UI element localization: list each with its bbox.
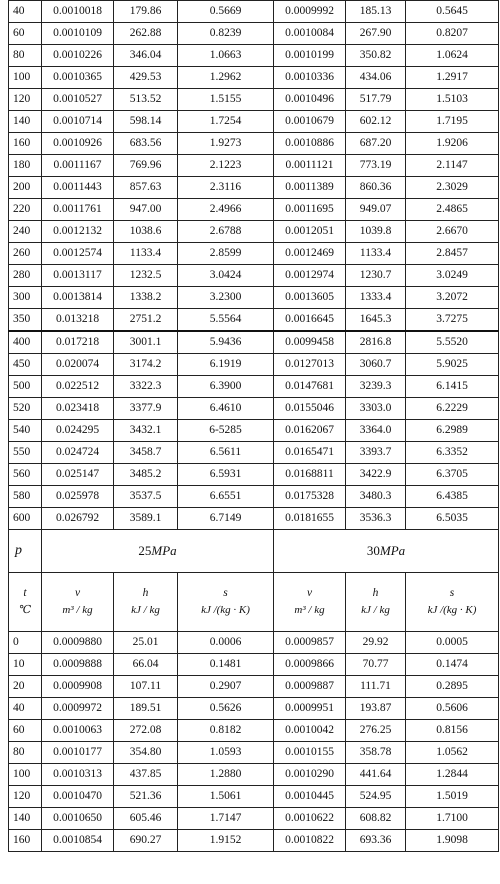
value-cell: 3303.0 (346, 398, 406, 420)
temperature-cell: 540 (9, 420, 42, 442)
value-cell: 0.1474 (406, 654, 499, 676)
value-cell: 0.023418 (42, 398, 114, 420)
temperature-cell: 260 (9, 243, 42, 265)
v-header-right: v m³ / kg (274, 573, 346, 632)
value-cell: 0.0010470 (42, 786, 114, 808)
value-cell: 0.0010650 (42, 808, 114, 830)
value-cell: 0.0009857 (274, 632, 346, 654)
value-cell: 0.0011695 (274, 199, 346, 221)
value-cell: 3422.9 (346, 464, 406, 486)
temperature-cell: 60 (9, 23, 42, 45)
value-cell: 1.7195 (406, 111, 499, 133)
value-cell: 0.0010445 (274, 786, 346, 808)
value-cell: 0.0010336 (274, 67, 346, 89)
value-cell: 0.0012469 (274, 243, 346, 265)
value-cell: 193.87 (346, 698, 406, 720)
value-cell: 0.8239 (178, 23, 274, 45)
table-row (9, 309, 499, 332)
value-cell: 0.0009908 (42, 676, 114, 698)
value-cell: 0.022512 (42, 376, 114, 398)
temperature-cell: 120 (9, 786, 42, 808)
value-cell: 3364.0 (346, 420, 406, 442)
value-cell: 3432.1 (114, 420, 178, 442)
value-cell: 0.0011389 (274, 177, 346, 199)
temperature-cell: 60 (9, 720, 42, 742)
table-row (9, 720, 499, 742)
temperature-cell: 140 (9, 808, 42, 830)
value-cell: 1.0562 (406, 742, 499, 764)
value-cell: 29.92 (346, 632, 406, 654)
table-row (9, 742, 499, 764)
value-cell: 2.6670 (406, 221, 499, 243)
value-cell: 0.026792 (42, 508, 114, 530)
value-cell: 0.0010365 (42, 67, 114, 89)
table-row (9, 45, 499, 67)
table-row (9, 654, 499, 676)
value-cell: 1038.6 (114, 221, 178, 243)
value-cell: 441.64 (346, 764, 406, 786)
v-header-left: v m³ / kg (42, 573, 114, 632)
temperature-cell: 200 (9, 177, 42, 199)
units-row (9, 573, 499, 632)
temperature-cell: 550 (9, 442, 42, 464)
value-cell: 0.8207 (406, 23, 499, 45)
value-cell: 3589.1 (114, 508, 178, 530)
value-cell: 0.0013814 (42, 287, 114, 309)
value-cell: 0.025147 (42, 464, 114, 486)
s-header-left: s kJ /(kg · K) (178, 573, 274, 632)
value-cell: 0.0009887 (274, 676, 346, 698)
value-cell: 0.0011443 (42, 177, 114, 199)
h-header-right: h kJ / kg (346, 573, 406, 632)
temperature-cell: 500 (9, 376, 42, 398)
value-cell: 2.1223 (178, 155, 274, 177)
table-row (9, 398, 499, 420)
value-cell: 3536.3 (346, 508, 406, 530)
s-header-right: s kJ /(kg · K) (406, 573, 499, 632)
table-row (9, 830, 499, 852)
temperature-cell: 560 (9, 464, 42, 486)
value-cell: 358.78 (346, 742, 406, 764)
value-cell: 70.77 (346, 654, 406, 676)
value-cell: 1.0624 (406, 45, 499, 67)
value-cell: 0.0010063 (42, 720, 114, 742)
value-cell: 3239.3 (346, 376, 406, 398)
value-cell: 3458.7 (114, 442, 178, 464)
value-cell: 0.0010109 (42, 23, 114, 45)
value-cell: 0.0012132 (42, 221, 114, 243)
table-row (9, 155, 499, 177)
value-cell: 0.5606 (406, 698, 499, 720)
value-cell: 2751.2 (114, 309, 178, 332)
value-cell: 598.14 (114, 111, 178, 133)
value-cell: 0.0010199 (274, 45, 346, 67)
steam-property-table (8, 0, 499, 852)
value-cell: 3174.2 (114, 354, 178, 376)
value-cell: 0.8182 (178, 720, 274, 742)
value-cell: 5.5520 (406, 331, 499, 354)
value-cell: 0.0009866 (274, 654, 346, 676)
value-cell: 0.0181655 (274, 508, 346, 530)
value-cell: 0.017218 (42, 331, 114, 354)
value-cell: 6.6551 (178, 486, 274, 508)
value-cell: 0.1481 (178, 654, 274, 676)
value-cell: 3.0424 (178, 265, 274, 287)
value-cell: 6.7149 (178, 508, 274, 530)
value-cell: 6.3705 (406, 464, 499, 486)
table-row (9, 764, 499, 786)
value-cell: 0.0011167 (42, 155, 114, 177)
value-cell: 6.1919 (178, 354, 274, 376)
value-cell: 0.0168811 (274, 464, 346, 486)
value-cell: 6.3352 (406, 442, 499, 464)
value-cell: 0.0127013 (274, 354, 346, 376)
value-cell: 0.0147681 (274, 376, 346, 398)
value-cell: 179.86 (114, 1, 178, 23)
table-row (9, 376, 499, 398)
value-cell: 0.0009888 (42, 654, 114, 676)
pressure-header (9, 530, 499, 632)
value-cell: 0.0010622 (274, 808, 346, 830)
table-row (9, 786, 499, 808)
temperature-cell: 20 (9, 676, 42, 698)
value-cell: 693.36 (346, 830, 406, 852)
value-cell: 0.2895 (406, 676, 499, 698)
value-cell: 6.2989 (406, 420, 499, 442)
temperature-cell: 80 (9, 45, 42, 67)
value-cell: 3485.2 (114, 464, 178, 486)
value-cell: 0.0009951 (274, 698, 346, 720)
value-cell: 437.85 (114, 764, 178, 786)
table-row (9, 177, 499, 199)
value-cell: 1.9152 (178, 830, 274, 852)
temperature-cell: 520 (9, 398, 42, 420)
value-cell: 434.06 (346, 67, 406, 89)
value-cell: 1039.8 (346, 221, 406, 243)
value-cell: 773.19 (346, 155, 406, 177)
value-cell: 2816.8 (346, 331, 406, 354)
value-cell: 0.0010177 (42, 742, 114, 764)
value-cell: 0.0155046 (274, 398, 346, 420)
temperature-cell: 280 (9, 265, 42, 287)
value-cell: 0.0011121 (274, 155, 346, 177)
table-row (9, 243, 499, 265)
temperature-cell: 40 (9, 698, 42, 720)
value-cell: 0.024295 (42, 420, 114, 442)
value-cell: 1.2880 (178, 764, 274, 786)
value-cell: 0.0013605 (274, 287, 346, 309)
value-cell: 0.0010926 (42, 133, 114, 155)
value-cell: 0.0010226 (42, 45, 114, 67)
value-cell: 6.4385 (406, 486, 499, 508)
value-cell: 0.0012974 (274, 265, 346, 287)
h-header-left: h kJ / kg (114, 573, 178, 632)
value-cell: 6.4610 (178, 398, 274, 420)
value-cell: 605.46 (114, 808, 178, 830)
value-cell: 0.0010527 (42, 89, 114, 111)
value-cell: 2.3029 (406, 177, 499, 199)
value-cell: 517.79 (346, 89, 406, 111)
temperature-cell: 120 (9, 89, 42, 111)
temperature-cell: 180 (9, 155, 42, 177)
value-cell: 6.5611 (178, 442, 274, 464)
table-row (9, 1, 499, 23)
value-cell: 0.5626 (178, 698, 274, 720)
pressure-right-label: 30MPa (274, 530, 499, 573)
temperature-cell: 160 (9, 830, 42, 852)
value-cell: 3.2072 (406, 287, 499, 309)
value-cell: 3322.3 (114, 376, 178, 398)
value-cell: 1333.4 (346, 287, 406, 309)
value-cell: 1.5019 (406, 786, 499, 808)
table-row (9, 632, 499, 654)
value-cell: 1.5155 (178, 89, 274, 111)
value-cell: 2.4865 (406, 199, 499, 221)
value-cell: 1.9273 (178, 133, 274, 155)
value-cell: 429.53 (114, 67, 178, 89)
value-cell: 2.3116 (178, 177, 274, 199)
value-cell: 1.7147 (178, 808, 274, 830)
table-row (9, 287, 499, 309)
table-row (9, 133, 499, 155)
value-cell: 0.5645 (406, 1, 499, 23)
value-cell: 0.0012051 (274, 221, 346, 243)
value-cell: 5.9025 (406, 354, 499, 376)
value-cell: 0.0165471 (274, 442, 346, 464)
value-cell: 0.0009972 (42, 698, 114, 720)
temperature-cell: 160 (9, 133, 42, 155)
value-cell: 1338.2 (114, 287, 178, 309)
table-row (9, 442, 499, 464)
temperature-cell: 300 (9, 287, 42, 309)
value-cell: 2.6788 (178, 221, 274, 243)
value-cell: 683.56 (114, 133, 178, 155)
value-cell: 1.2917 (406, 67, 499, 89)
pressure-symbol: p (9, 530, 42, 573)
table-row (9, 508, 499, 530)
value-cell: 1230.7 (346, 265, 406, 287)
temperature-cell: 0 (9, 632, 42, 654)
value-cell: 0.0006 (178, 632, 274, 654)
value-cell: 276.25 (346, 720, 406, 742)
value-cell: 0.0010290 (274, 764, 346, 786)
value-cell: 521.36 (114, 786, 178, 808)
table-row (9, 331, 499, 354)
table-row (9, 89, 499, 111)
temperature-cell: 240 (9, 221, 42, 243)
value-cell: 6.1415 (406, 376, 499, 398)
value-cell: 0.5669 (178, 1, 274, 23)
value-cell: 5.5564 (178, 309, 274, 332)
value-cell: 0.0175328 (274, 486, 346, 508)
temperature-header: t ℃ (9, 573, 42, 632)
value-cell: 0.0010042 (274, 720, 346, 742)
value-cell: 0.0010714 (42, 111, 114, 133)
table-row (9, 199, 499, 221)
temperature-cell: 220 (9, 199, 42, 221)
value-cell: 0.0010679 (274, 111, 346, 133)
value-cell: 857.63 (114, 177, 178, 199)
value-cell: 3.2300 (178, 287, 274, 309)
table-row (9, 23, 499, 45)
table-row (9, 420, 499, 442)
value-cell: 350.82 (346, 45, 406, 67)
table-row (9, 464, 499, 486)
value-cell: 6-5285 (178, 420, 274, 442)
value-cell: 687.20 (346, 133, 406, 155)
upper-table-body (9, 1, 499, 530)
table-row (9, 67, 499, 89)
table-row (9, 676, 499, 698)
value-cell: 0.020074 (42, 354, 114, 376)
table-row (9, 221, 499, 243)
pressure-row (9, 530, 499, 573)
value-cell: 0.0011761 (42, 199, 114, 221)
value-cell: 1232.5 (114, 265, 178, 287)
lower-table-body (9, 632, 499, 852)
value-cell: 346.04 (114, 45, 178, 67)
value-cell: 1.2844 (406, 764, 499, 786)
table-row (9, 698, 499, 720)
value-cell: 3.7275 (406, 309, 499, 332)
value-cell: 602.12 (346, 111, 406, 133)
value-cell: 0.0010018 (42, 1, 114, 23)
value-cell: 3060.7 (346, 354, 406, 376)
value-cell: 1.7100 (406, 808, 499, 830)
value-cell: 1133.4 (346, 243, 406, 265)
value-cell: 2.8599 (178, 243, 274, 265)
value-cell: 3480.3 (346, 486, 406, 508)
table-row (9, 265, 499, 287)
value-cell: 6.2229 (406, 398, 499, 420)
value-cell: 0.024724 (42, 442, 114, 464)
table-row (9, 808, 499, 830)
value-cell: 25.01 (114, 632, 178, 654)
value-cell: 1133.4 (114, 243, 178, 265)
value-cell: 0.8156 (406, 720, 499, 742)
value-cell: 107.11 (114, 676, 178, 698)
value-cell: 0.0010155 (274, 742, 346, 764)
value-cell: 66.04 (114, 654, 178, 676)
value-cell: 111.71 (346, 676, 406, 698)
value-cell: 0.0009880 (42, 632, 114, 654)
temperature-cell: 40 (9, 1, 42, 23)
value-cell: 1.7254 (178, 111, 274, 133)
table-row (9, 111, 499, 133)
value-cell: 524.95 (346, 786, 406, 808)
value-cell: 2.4966 (178, 199, 274, 221)
value-cell: 6.5931 (178, 464, 274, 486)
value-cell: 0.0010886 (274, 133, 346, 155)
temperature-cell: 10 (9, 654, 42, 676)
temperature-cell: 400 (9, 331, 42, 354)
value-cell: 2.8457 (406, 243, 499, 265)
value-cell: 3537.5 (114, 486, 178, 508)
value-cell: 0.2907 (178, 676, 274, 698)
value-cell: 947.00 (114, 199, 178, 221)
value-cell: 0.013218 (42, 309, 114, 332)
value-cell: 0.0010496 (274, 89, 346, 111)
value-cell: 267.90 (346, 23, 406, 45)
value-cell: 3393.7 (346, 442, 406, 464)
value-cell: 2.1147 (406, 155, 499, 177)
value-cell: 0.0010854 (42, 830, 114, 852)
value-cell: 0.0010084 (274, 23, 346, 45)
value-cell: 262.88 (114, 23, 178, 45)
value-cell: 189.51 (114, 698, 178, 720)
value-cell: 5.9436 (178, 331, 274, 354)
value-cell: 1.5103 (406, 89, 499, 111)
value-cell: 0.0099458 (274, 331, 346, 354)
value-cell: 0.0009992 (274, 1, 346, 23)
value-cell: 0.0162067 (274, 420, 346, 442)
value-cell: 1.2962 (178, 67, 274, 89)
value-cell: 0.0012574 (42, 243, 114, 265)
temperature-cell: 600 (9, 508, 42, 530)
value-cell: 3001.1 (114, 331, 178, 354)
temperature-cell: 580 (9, 486, 42, 508)
value-cell: 185.13 (346, 1, 406, 23)
value-cell: 860.36 (346, 177, 406, 199)
value-cell: 0.025978 (42, 486, 114, 508)
value-cell: 0.0016645 (274, 309, 346, 332)
value-cell: 1.0663 (178, 45, 274, 67)
value-cell: 0.0010822 (274, 830, 346, 852)
table-row (9, 486, 499, 508)
temperature-cell: 80 (9, 742, 42, 764)
pressure-left-label: 25MPa (42, 530, 274, 573)
value-cell: 1.9098 (406, 830, 499, 852)
value-cell: 1645.3 (346, 309, 406, 332)
value-cell: 690.27 (114, 830, 178, 852)
value-cell: 513.52 (114, 89, 178, 111)
value-cell: 272.08 (114, 720, 178, 742)
value-cell: 3.0249 (406, 265, 499, 287)
temperature-cell: 350 (9, 309, 42, 332)
value-cell: 1.5061 (178, 786, 274, 808)
temperature-cell: 450 (9, 354, 42, 376)
temperature-cell: 140 (9, 111, 42, 133)
value-cell: 608.82 (346, 808, 406, 830)
value-cell: 949.07 (346, 199, 406, 221)
value-cell: 1.9206 (406, 133, 499, 155)
value-cell: 1.0593 (178, 742, 274, 764)
value-cell: 769.96 (114, 155, 178, 177)
temperature-cell: 100 (9, 67, 42, 89)
value-cell: 3377.9 (114, 398, 178, 420)
value-cell: 0.0005 (406, 632, 499, 654)
table-row (9, 354, 499, 376)
value-cell: 354.80 (114, 742, 178, 764)
value-cell: 6.5035 (406, 508, 499, 530)
value-cell: 0.0010313 (42, 764, 114, 786)
temperature-cell: 100 (9, 764, 42, 786)
value-cell: 0.0013117 (42, 265, 114, 287)
value-cell: 6.3900 (178, 376, 274, 398)
